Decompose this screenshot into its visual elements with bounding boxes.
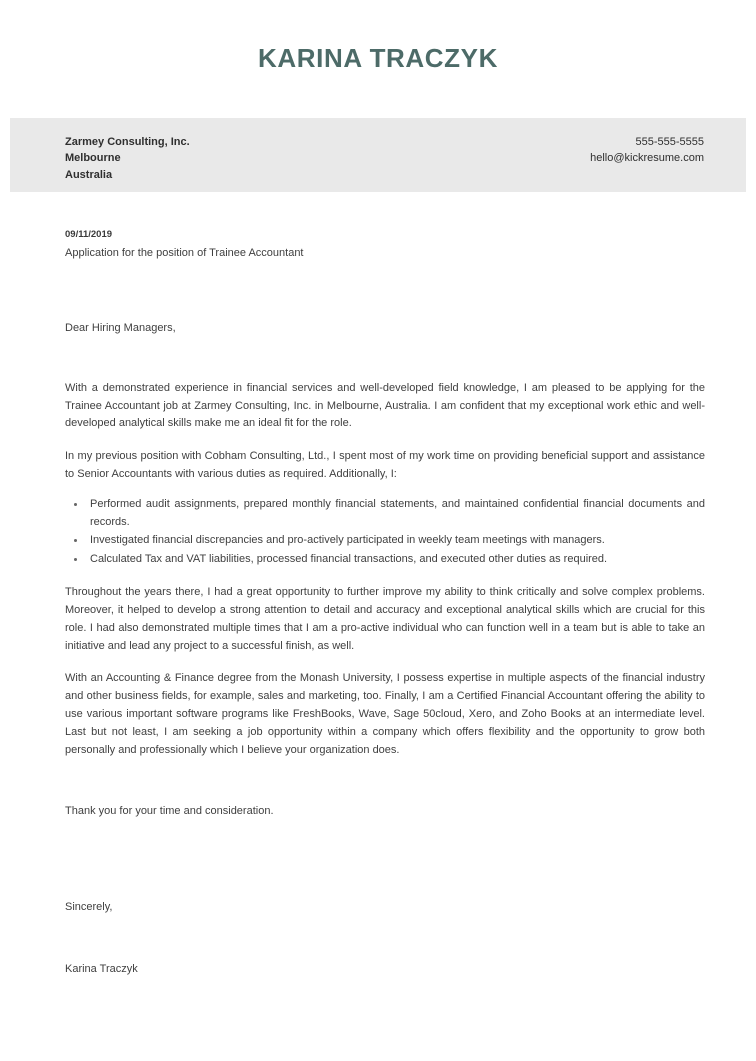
contact-phone: 555-555-5555 — [635, 136, 704, 148]
list-item-label: Performed audit assignments, prepared monthly financial statements, and maintained confidential financial documents and records. — [90, 497, 705, 528]
bullet-icon — [74, 539, 77, 542]
letter-signature-name: Karina Traczyk — [65, 963, 138, 975]
letter-paragraph-2: In my previous position with Cobham Consulting, Ltd., I spent most of my work time on providing beneficial support and assistance to Senior Accountants with various duties as required. Additionally, I: — [65, 450, 705, 480]
list-item — [65, 496, 705, 532]
bullet-icon — [74, 558, 77, 561]
contact-email: hello@kickresume.com — [590, 152, 704, 165]
list-item — [65, 551, 705, 569]
address-band — [10, 118, 746, 192]
bullet-icon — [74, 503, 77, 506]
recipient-address — [65, 134, 190, 183]
recipient-company: Zarmey Consulting, Inc. — [65, 136, 190, 148]
sender-contact — [590, 134, 704, 167]
letter-body — [65, 228, 705, 979]
list-item — [65, 532, 705, 550]
letter-salutation: Dear Hiring Managers, — [65, 321, 176, 334]
list-item-label: Investigated financial discrepancies and pro-actively participated in weekly team meetings with managers. — [90, 534, 605, 547]
letter-paragraph-3: Throughout the years there, I had a great opportunity to further improve my ability to think critically and solve complex problems. Moreover, it helped to develop a strong attention to detail and accuracy and exceptional analytical skills which are crucial for this role. I had also demonstrated multiple times that I am a pro-active individual who can function well in a team but is able to take an initiative and lead any project to a successful finish, as well. — [65, 586, 705, 652]
letter-signoff: Sincerely, — [65, 901, 113, 914]
recipient-city: Melbourne — [65, 152, 121, 165]
letter-header — [0, 0, 756, 95]
letter-thanks: Thank you for your time and consideration. — [65, 805, 274, 818]
duties-list — [65, 496, 705, 569]
recipient-country: Australia — [65, 168, 113, 181]
list-item-label: Calculated Tax and VAT liabilities, processed financial transactions, and executed other duties as required. — [90, 553, 608, 566]
letter-date: 09/11/2019 — [65, 229, 113, 240]
letter-paragraph-4: With an Accounting & Finance degree from the Monash University, I possess expertise in multiple aspects of the financial industry and other business fields, for example, sales and marketing, too. Finally, I am a Certified Financial Accountant offering the ability to use various important software programs like FreshBooks, Wave, Sage 50cloud, Xero, and Zoho Books at an intermediate level. Last but not least, I am seeking a job opportunity within a company which offers flexibility and the opportunity to grow both personally and professionally which I believe your organization does. — [65, 672, 705, 756]
letter-paragraph-1: With a demonstrated experience in financial services and well-developed field knowledge, I am pleased to be applying for the Trainee Accountant job at Zarmey Consulting, Inc. in Melbourne, Australia. I am confident that my exceptional work ethic and well-developed analytical skills make me an ideal fit for the role. — [65, 381, 705, 430]
page-title: KARINA TRACZYK — [258, 43, 498, 73]
letter-subject: Application for the position of Trainee Accountant — [65, 247, 304, 260]
